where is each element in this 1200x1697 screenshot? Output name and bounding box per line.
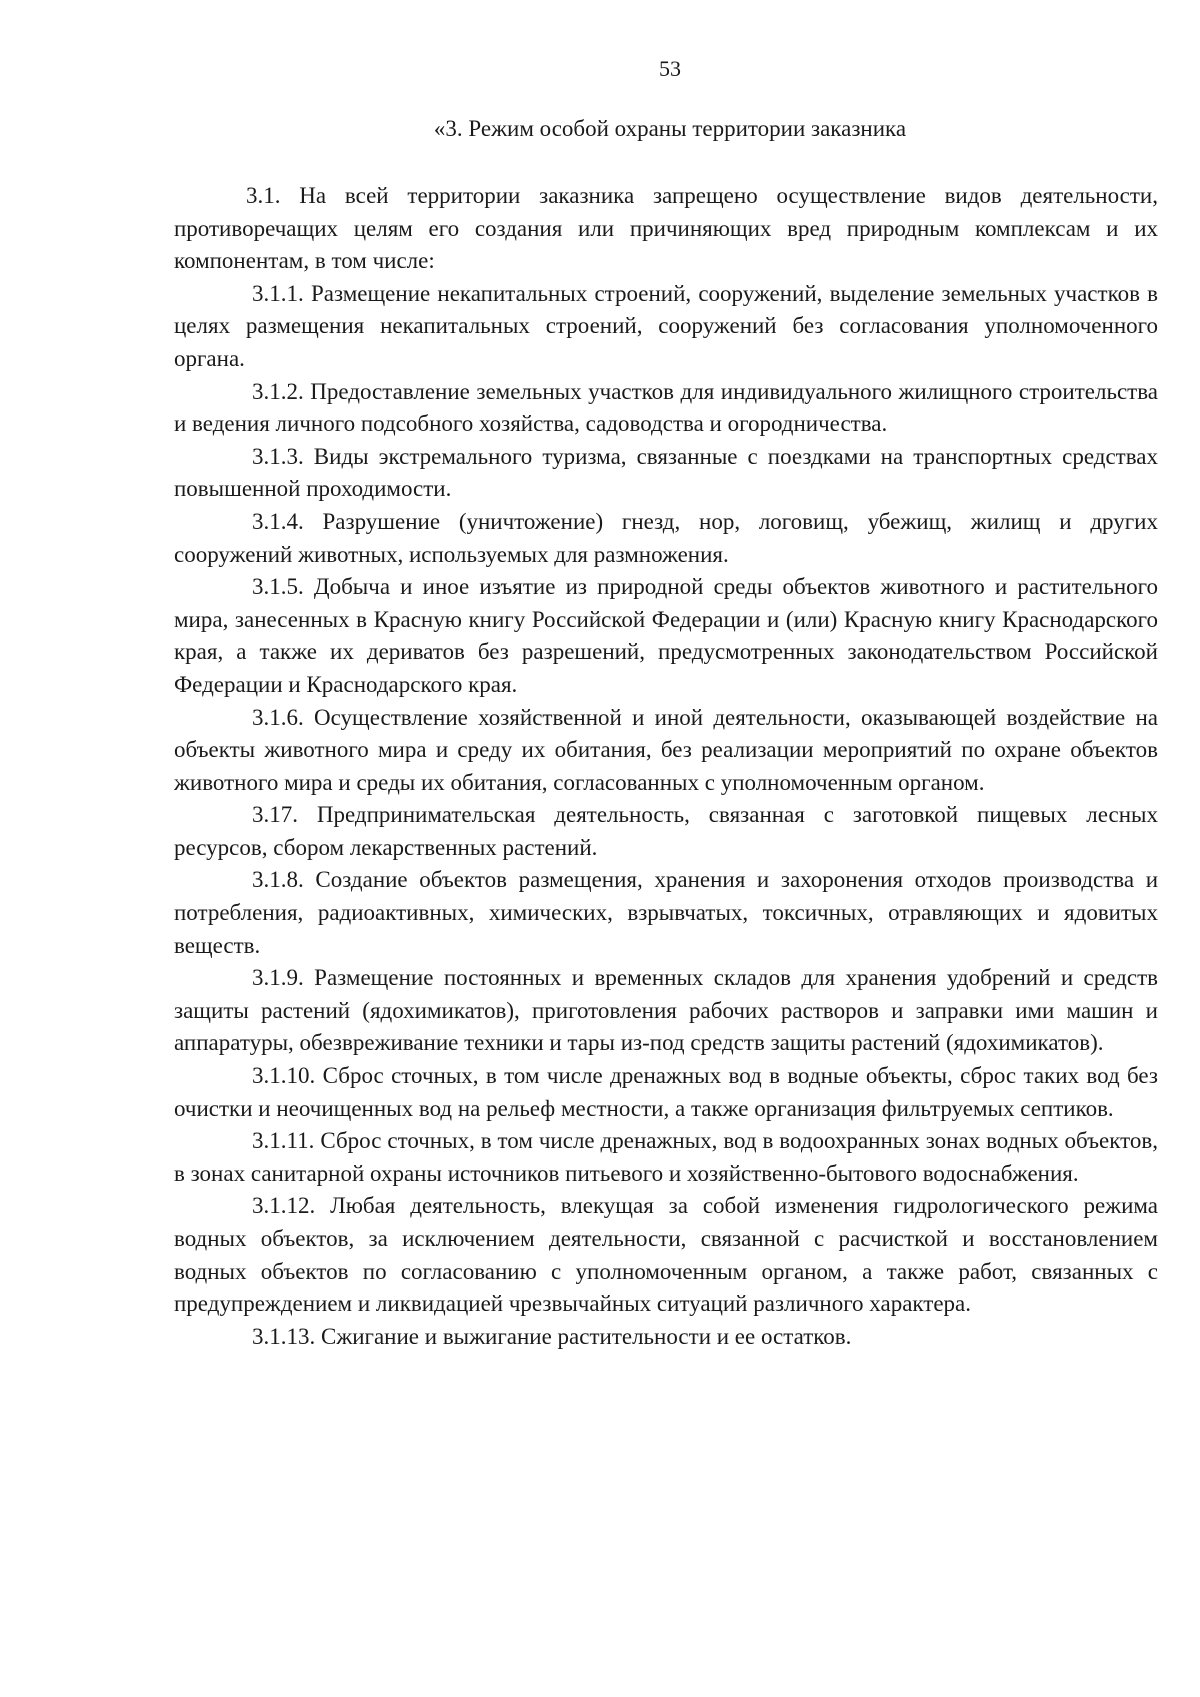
paragraph-3-1-11: 3.1.11. Сброс сточных, в том числе дренажных, вод в водоохранных зонах водных объектов, в зонах санитарной охраны источников питьевого и хозяйственно-бытового водоснабжения.	[174, 1128, 1158, 1186]
paragraph-3-1-7: 3.17. Предпринимательская деятельность, связанная с заготовкой пищевых лесных ресурсов, сбором лекарственных растений.	[174, 802, 1158, 860]
paragraph-3-1-8: 3.1.8. Создание объектов размещения, хранения и захоронения отходов производства и потребления, радиоактивных, химических, взрывчатых, токсичных, отравляющих и ядовитых веществ.	[174, 867, 1158, 958]
paragraph-3-1-6: 3.1.6. Осуществление хозяйственной и иной деятельности, оказывающей воздействие на объекты животного мира и среду их обитания, без реализации мероприятий по охране объектов животного мира и среды их обитания, согласованных с уполномоченным органом.	[174, 704, 1158, 795]
page-number: 53	[659, 56, 681, 81]
paragraph-3-1-1: 3.1.1. Размещение некапитальных строений, сооружений, выделение земельных участков в целях размещения некапитальных строений, сооружений без согласования уполномоченного органа.	[174, 280, 1158, 371]
paragraph-3-1-13: 3.1.13. Сжигание и выжигание растительности и ее остатков.	[252, 1323, 852, 1349]
paragraph-3-1-10: 3.1.10. Сброс сточных, в том числе дренажных вод в водные объекты, сброс таких вод без очистки и неочищенных вод на рельеф местности, а также организация фильтруемых септиков.	[174, 1063, 1158, 1121]
paragraph-3-1-2: 3.1.2. Предоставление земельных участков для индивидуального жилищного строительства и ведения личного подсобного хозяйства, садоводства и огородничества.	[174, 378, 1158, 437]
document-body	[174, 180, 1158, 1353]
paragraph-3-1-3: 3.1.3. Виды экстремального туризма, связанные с поездками на транспортных средствах повышенной проходимости.	[174, 443, 1158, 502]
paragraph-3-1-5: 3.1.5. Добыча и иное изъятие из природной среды объектов животного и растительного мира, занесенных в Красную книгу Российской Федерации и (или) Красную книгу Краснодарского края, а также их дериватов без разрешений, предусмотренных законодательством Российской Федерации и Краснодарского края.	[174, 574, 1158, 697]
section-heading: «3. Режим особой охраны территории заказника	[433, 116, 907, 141]
paragraph-3-1-4: 3.1.4. Разрушение (уничтожение) гнезд, нор, логовищ, убежищ, жилищ и других сооружений животных, используемых для размножения.	[174, 508, 1158, 567]
paragraph-3-1-9: 3.1.9. Размещение постоянных и временных складов для хранения удобрений и средств защиты растений (ядохимикатов), приготовления рабочих растворов и заправки ими машин и аппаратуры, обезвреживание техники и тары из-под средств защиты растений (ядохимикатов).	[174, 965, 1158, 1056]
paragraph-3-1-12: 3.1.12. Любая деятельность, влекущая за собой изменения гидрологического режима водных объектов, за исключением деятельности, связанной с расчисткой и восстановлением водных объектов по согласованию с уполномоченным органом, а также работ, связанных с предупреждением и ликвидацией чрезвычайных ситуаций различного характера.	[174, 1193, 1158, 1317]
paragraph-3-1: 3.1. На всей территории заказника запрещено осуществление видов деятельности, противоречащих целям его создания или причиняющих вред природным комплексам и их компонентам, в том числе:	[174, 183, 1158, 274]
